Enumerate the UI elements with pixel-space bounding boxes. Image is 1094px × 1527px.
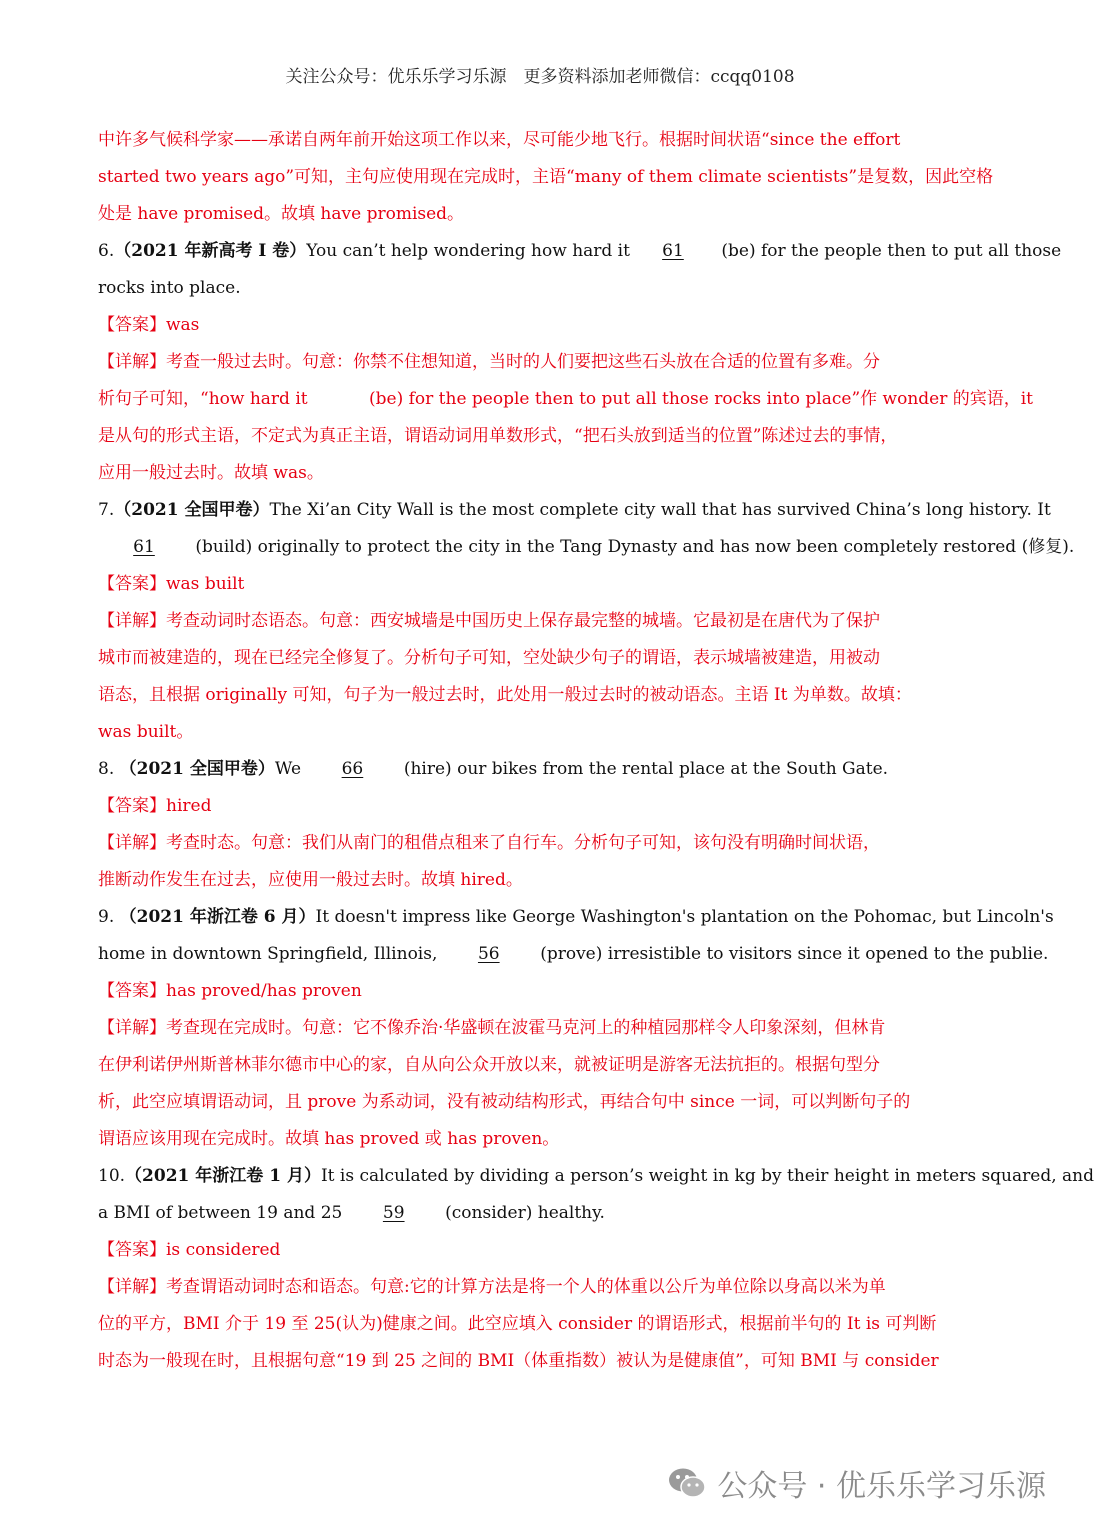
question-number: 10.	[98, 1166, 126, 1186]
explanation-9-line-1: 【详解】考查现在完成时。句意：它不像乔治·华盛顿在波霍马克河上的种植园那样令人印象深刻，但林肯	[98, 1018, 886, 1038]
explanation-7-line-1: 【详解】考查动词时态语态。句意：西安城墙是中国历史上保存最完整的城墙。它最初是在唐代为了保护	[98, 611, 880, 631]
question-7-line-2	[98, 529, 1075, 566]
explanation-9-line-2: 在伊利诺伊州斯普林菲尔德市中心的家，自从向公众开放以来，就被证明是游客无法抗拒的。根据句型分	[98, 1055, 880, 1075]
question-7	[98, 492, 1051, 529]
explanation-10-line-3: 时态为一般现在时，且根据句意“19 到 25 之间的 BMI（体重指数）被认为是健康值”，可知 BMI 与 consider	[98, 1351, 939, 1371]
question-10-line-2: a BMI of between 19 and 25 59 (consider) healthy.	[98, 1195, 984, 1232]
answer-6	[98, 307, 984, 344]
q5-explanation-line-3: 处是 have promised。故填 have promised。	[98, 204, 465, 224]
q5-explanation-line-1: 中许多气候科学家——承诺自两年前开始这项工作以来，尽可能少地飞行。根据时间状语“since the effort	[98, 130, 901, 150]
document-body	[98, 122, 1094, 1380]
question-source: （2021 年新高考 I 卷）	[114, 241, 307, 261]
answer-label: 【答案】	[98, 796, 166, 816]
question-text: We	[274, 759, 302, 779]
question-text: It doesn't impress like George Washington's plantation on the Pohomac, but Lincoln's	[315, 907, 1054, 927]
explanation-7-line-2: 城市而被建造的，现在已经完全修复了。分析句子可知，空处缺少句子的谓语，表示城墙被建造，用被动	[98, 648, 880, 668]
answer-label: 【答案】	[98, 1240, 166, 1260]
explanation-7-line-3: 语态，且根据 originally 可知，句子为一般过去时，此处用一般过去时的被动语态。主语 It 为单数。故填：	[98, 685, 912, 705]
answer-7	[98, 566, 984, 603]
question-6-line-2: rocks into place.	[98, 278, 241, 298]
q5-explanation-line-2: started two years ago”可知，主句应使用现在完成时，主语“many of them climate scientists”是复数，因此空格	[98, 167, 994, 187]
answer-10	[98, 1232, 984, 1269]
explanation-6-line-1: 【详解】考查一般过去时。句意：你禁不住想知道，当时的人们要把这些石头放在合适的位置有多难。分	[98, 352, 880, 372]
explanation-9-line-4: 谓语应该用现在完成时。故填 has proved 或 has proven。	[98, 1129, 560, 1149]
explanation-8-line-1: 【详解】考查时态。句意：我们从南门的租借点租来了自行车。分析句子可知，该句没有明确时间状语，	[98, 833, 880, 853]
explanation-6-line-4: 应用一般过去时。故填 was。	[98, 463, 324, 483]
question-number: 8.	[98, 759, 115, 779]
answer-text: was	[166, 315, 200, 335]
question-text: (build) originally to protect the city in the Tang Dynasty and has now been completely restored (修复).	[195, 537, 1075, 557]
explanation-label: 【详解】	[98, 833, 166, 853]
answer-9	[98, 973, 984, 1010]
explanation-10-line-2: 位的平方，BMI 介于 19 至 25(认为)健康之间。此空应填入 consider 的谓语形式，根据前半句的 It is 可判断	[98, 1314, 937, 1334]
question-text: The Xi’an City Wall is the most complete city wall that has survived China’s long history. It	[269, 500, 1051, 520]
page-header: 关注公众号：优乐乐学习乐源 更多资料添加老师微信：ccqq0108	[285, 67, 795, 87]
question-10	[98, 1158, 1094, 1195]
question-9-line-2: home in downtown Springfield, Illinois, 56 (prove) irresistible to visitors since it opened to the publie.	[98, 936, 984, 973]
answer-blank: 56	[477, 944, 500, 964]
wechat-icon	[667, 1466, 707, 1500]
question-8	[98, 751, 984, 788]
question-number: 7.	[98, 500, 115, 520]
question-6	[98, 233, 1062, 270]
answer-blank: 61	[133, 537, 155, 557]
question-number: 6.	[98, 241, 115, 261]
question-source: （2021 全国甲卷）	[114, 500, 270, 520]
question-number: 9.	[98, 907, 115, 927]
question-text: (hire) our bikes from the rental place at the South Gate.	[403, 759, 889, 779]
explanation-label: 【详解】	[98, 352, 166, 372]
answer-blank: 61	[662, 241, 684, 261]
explanation-label: 【详解】	[98, 1277, 166, 1297]
answer-blank: 66	[341, 759, 364, 779]
answer-blank: 59	[382, 1203, 405, 1223]
explanation-label: 【详解】	[98, 1018, 166, 1038]
explanation-9-line-3: 析，此空应填谓语动词，且 prove 为系动词，没有被动结构形式，再结合句中 since 一词，可以判断句子的	[98, 1092, 911, 1112]
explanation-6-line-2: 析句子可知，“how hard it (be) for the people then to put all those rocks into place”作 wonder 的宾语，it	[98, 389, 1034, 409]
question-source: （2021 年浙江卷 1 月）	[125, 1166, 321, 1186]
explanation-8-line-2: 推断动作发生在过去，应使用一般过去时。故填 hired。	[98, 870, 523, 890]
answer-8	[98, 788, 984, 825]
answer-text: was built	[166, 574, 245, 594]
answer-text: has proved/has proven	[166, 981, 362, 1001]
answer-label: 【答案】	[98, 315, 166, 335]
explanation-7-line-4: was built。	[98, 722, 194, 742]
answer-label: 【答案】	[98, 574, 166, 594]
question-source: （2021 全国甲卷）	[119, 759, 275, 779]
question-text: (be) for the people then to put all those	[721, 241, 1062, 261]
answer-label: 【答案】	[98, 981, 166, 1001]
explanation-label: 【详解】	[98, 611, 166, 631]
explanation-10-line-1: 【详解】考查谓语动词时态和语态。句意:它的计算方法是将一个人的体重以公斤为单位除以身高以米为单	[98, 1277, 886, 1297]
question-9	[98, 899, 1054, 936]
explanation-6-line-3: 是从句的形式主语，不定式为真正主语，谓语动词用单数形式，“把石头放到适当的位置”陈述过去的事情，	[98, 426, 898, 446]
question-text: It is calculated by dividing a person’s weight in kg by their height in meters squared, and	[320, 1166, 1094, 1186]
answer-text: hired	[166, 796, 212, 816]
question-text: You can’t help wondering how hard it	[306, 241, 630, 261]
watermark-text: 公众号 · 优乐乐学习乐源	[717, 1469, 1046, 1504]
answer-text: is considered	[166, 1240, 281, 1260]
question-source: （2021 年浙江卷 6 月）	[119, 907, 316, 927]
wechat-watermark	[667, 1460, 1046, 1506]
